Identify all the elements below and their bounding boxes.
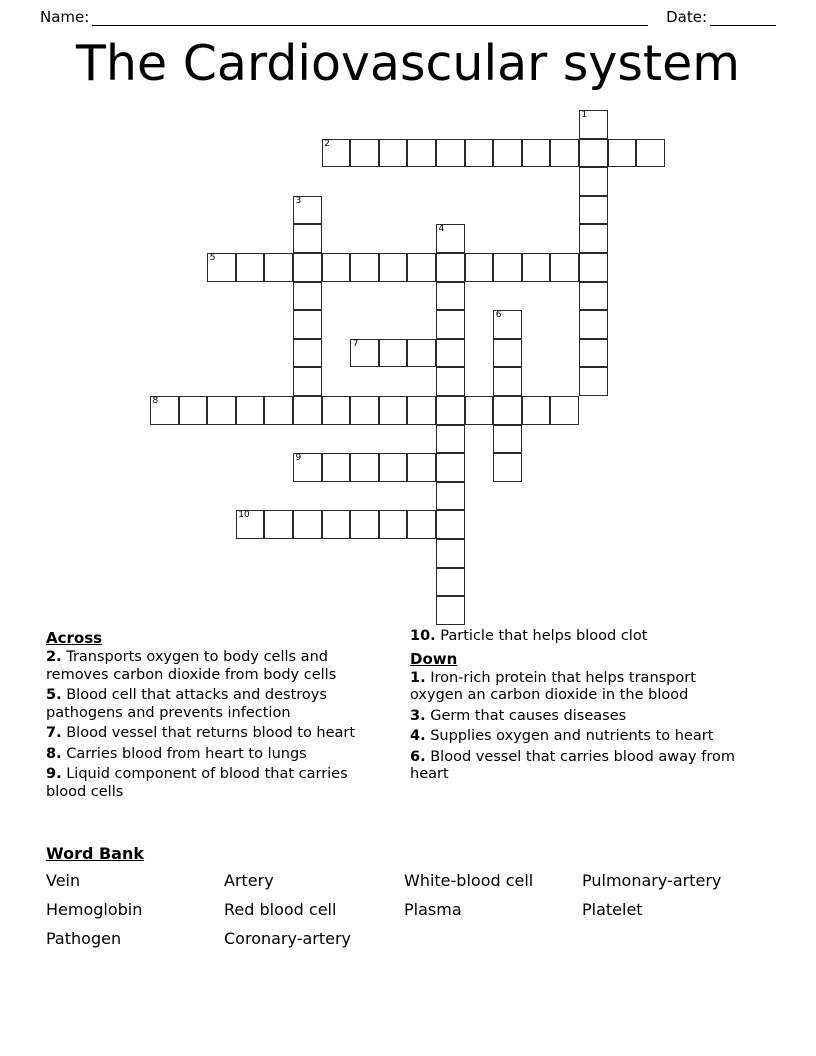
crossword-cell[interactable]: [436, 339, 465, 368]
crossword-cell[interactable]: [293, 510, 322, 539]
crossword-cell[interactable]: [493, 367, 522, 396]
crossword-cell[interactable]: [465, 396, 494, 425]
crossword-cell[interactable]: [522, 253, 551, 282]
crossword-cell[interactable]: [436, 139, 465, 168]
crossword-cell[interactable]: [264, 253, 293, 282]
crossword-cell[interactable]: [522, 396, 551, 425]
crossword-cell[interactable]: [493, 453, 522, 482]
crossword-cell[interactable]: [636, 139, 665, 168]
clues-column-right: [410, 628, 750, 787]
cell-number-8: 8: [152, 396, 159, 406]
cell-number-10: 10: [238, 510, 250, 521]
crossword-cell[interactable]: [436, 568, 465, 597]
crossword-cell[interactable]: [493, 310, 522, 339]
word-bank-item: Red blood cell: [224, 900, 337, 919]
page-title: The Cardiovascular system: [76, 35, 740, 92]
crossword-cell[interactable]: [236, 510, 265, 539]
crossword-cell[interactable]: [350, 253, 379, 282]
clue-text: Particle that helps blood clot: [440, 628, 648, 644]
crossword-cell[interactable]: [550, 253, 579, 282]
clue-across-2: [46, 649, 386, 684]
clue-number: 7.: [46, 725, 62, 741]
crossword-cell[interactable]: [493, 139, 522, 168]
crossword-cell[interactable]: [407, 339, 436, 368]
crossword-cell[interactable]: [264, 510, 293, 539]
crossword-cell[interactable]: [407, 253, 436, 282]
clue-text: Supplies oxygen and nutrients to heart: [430, 728, 714, 744]
crossword-cell[interactable]: [236, 253, 265, 282]
date-label: Date:: [666, 8, 707, 26]
down-heading: Down: [410, 649, 458, 668]
crossword-cell[interactable]: [579, 139, 608, 168]
crossword-cell[interactable]: [350, 510, 379, 539]
clue-down-3: [410, 708, 750, 726]
clue-across-7: [46, 725, 386, 743]
crossword-cell[interactable]: [579, 110, 608, 139]
crossword-cell[interactable]: [493, 425, 522, 454]
crossword-cell[interactable]: [293, 310, 322, 339]
clue-text: Carries blood from heart to lungs: [66, 745, 307, 762]
across-heading: Across: [46, 629, 103, 647]
crossword-cell[interactable]: [436, 224, 465, 253]
clue-text: Transports oxygen to body cells and removes carbon dioxide from body cells: [46, 649, 337, 683]
clue-text: Liquid component of blood that carries blood cells: [46, 766, 348, 800]
cell-number-2: 2: [324, 138, 330, 149]
cell-number-3: 3: [295, 195, 302, 206]
crossword-cell[interactable]: [436, 310, 465, 339]
crossword-cell[interactable]: [379, 139, 408, 168]
crossword-cell[interactable]: [293, 196, 322, 225]
cell-number-1: 1: [581, 110, 588, 120]
clue-text: Blood vessel that carries blood away from heart: [410, 748, 735, 782]
clue-across-8: [46, 746, 386, 764]
crossword-cell[interactable]: [436, 510, 465, 539]
crossword-cell[interactable]: [207, 253, 236, 282]
crossword-cell[interactable]: [293, 224, 322, 253]
clue-number: 9.: [46, 766, 62, 782]
crossword-cell[interactable]: [436, 596, 465, 625]
clue-text: Blood vessel that returns blood to heart: [66, 725, 356, 741]
crossword-cell[interactable]: [322, 453, 351, 482]
clue-down-4: [410, 728, 750, 746]
crossword-cell[interactable]: [350, 139, 379, 168]
clue-across-5: [46, 687, 386, 722]
crossword-cell[interactable]: [379, 510, 408, 539]
crossword-cell[interactable]: [579, 339, 608, 368]
crossword-cell[interactable]: [322, 253, 351, 282]
crossword-cell[interactable]: [608, 139, 637, 168]
crossword-cell[interactable]: [379, 453, 408, 482]
crossword-cell[interactable]: [322, 396, 351, 425]
crossword-cell[interactable]: [322, 510, 351, 539]
crossword-cell[interactable]: [436, 367, 465, 396]
crossword-cell[interactable]: [436, 482, 465, 511]
clue-across-10: [410, 628, 750, 646]
crossword-cell[interactable]: [379, 253, 408, 282]
word-bank-item: Platelet: [582, 900, 643, 919]
crossword-cell[interactable]: [407, 453, 436, 482]
crossword-cell[interactable]: [436, 539, 465, 568]
word-bank-item: Artery: [224, 871, 274, 890]
clue-number: 10.: [410, 628, 436, 644]
crossword-cell[interactable]: [579, 282, 608, 311]
crossword-cell[interactable]: [407, 396, 436, 425]
word-bank-item: Hemoglobin: [46, 900, 143, 919]
word-bank-item: Coronary-artery: [224, 929, 352, 948]
crossword-cell[interactable]: [550, 396, 579, 425]
crossword-cell[interactable]: [379, 396, 408, 425]
crossword-cell[interactable]: [579, 167, 608, 196]
crossword-cell[interactable]: [493, 253, 522, 282]
crossword-cell[interactable]: [264, 396, 293, 425]
cell-number-9: 9: [295, 453, 302, 464]
cell-number-7: 7: [352, 338, 359, 349]
clue-number: 1.: [410, 669, 426, 686]
clue-down-1: [410, 670, 750, 705]
cell-number-4: 4: [438, 224, 445, 235]
crossword-cell[interactable]: [436, 425, 465, 454]
crossword-cell[interactable]: [550, 139, 579, 168]
word-bank-section: [46, 843, 786, 950]
crossword-cell[interactable]: [465, 253, 494, 282]
word-bank-item: Vein: [46, 871, 81, 890]
crossword-cell[interactable]: [322, 139, 351, 168]
clue-number: 6.: [410, 748, 426, 765]
crossword-cell[interactable]: [293, 282, 322, 311]
crossword-cell[interactable]: [436, 396, 465, 425]
word-bank-heading: Word Bank: [46, 844, 145, 863]
clues-column-left: [46, 628, 386, 804]
crossword-cell[interactable]: [293, 396, 322, 425]
crossword-cell[interactable]: [293, 367, 322, 396]
clue-down-6: [410, 749, 750, 784]
clue-number: 3.: [410, 707, 426, 724]
cell-number-5: 5: [209, 253, 216, 263]
crossword-cell[interactable]: [379, 339, 408, 368]
crossword-cell[interactable]: [436, 282, 465, 311]
crossword-cell[interactable]: [579, 224, 608, 253]
clue-text: Iron-rich protein that helps transport oxygen an carbon dioxide in the blood: [410, 669, 696, 703]
cell-number-6: 6: [495, 310, 502, 321]
crossword-cell[interactable]: [436, 453, 465, 482]
crossword-cell[interactable]: [579, 253, 608, 282]
clues-section: [46, 628, 786, 838]
crossword-cell[interactable]: [179, 396, 208, 425]
crossword-cell[interactable]: [293, 453, 322, 482]
crossword-cell[interactable]: [236, 396, 265, 425]
clue-across-9: [46, 766, 386, 801]
clue-number: 5.: [46, 687, 62, 703]
crossword-cell[interactable]: [293, 253, 322, 282]
crossword-cell[interactable]: [350, 339, 379, 368]
crossword-cell[interactable]: [407, 510, 436, 539]
clue-number: 8.: [46, 745, 62, 762]
crossword-cell[interactable]: [207, 396, 236, 425]
crossword-cell[interactable]: [465, 139, 494, 168]
word-bank-item: White-blood cell: [404, 871, 534, 890]
word-bank-item: Pathogen: [46, 929, 122, 948]
crossword-cell[interactable]: [436, 253, 465, 282]
clue-number: 2.: [46, 649, 62, 665]
crossword-cell[interactable]: [350, 453, 379, 482]
crossword-cell[interactable]: [293, 339, 322, 368]
word-bank-item: Pulmonary-artery: [582, 871, 722, 890]
crossword-cell[interactable]: [150, 396, 179, 425]
clue-text: Germ that causes diseases: [430, 707, 627, 724]
crossword-cell[interactable]: [579, 196, 608, 225]
name-label: Name:: [40, 8, 90, 26]
crossword-cell[interactable]: [350, 396, 379, 425]
clue-text: Blood cell that attacks and destroys pathogens and prevents infection: [46, 687, 327, 721]
crossword-cell[interactable]: [522, 139, 551, 168]
clue-number: 4.: [410, 728, 426, 744]
crossword-cell[interactable]: [579, 367, 608, 396]
crossword-cell[interactable]: [407, 139, 436, 168]
word-bank-list: [46, 869, 786, 950]
crossword-cell[interactable]: [493, 396, 522, 425]
crossword-cell[interactable]: [493, 339, 522, 368]
word-bank-item: Plasma: [404, 900, 462, 919]
crossword-cell[interactable]: [579, 310, 608, 339]
